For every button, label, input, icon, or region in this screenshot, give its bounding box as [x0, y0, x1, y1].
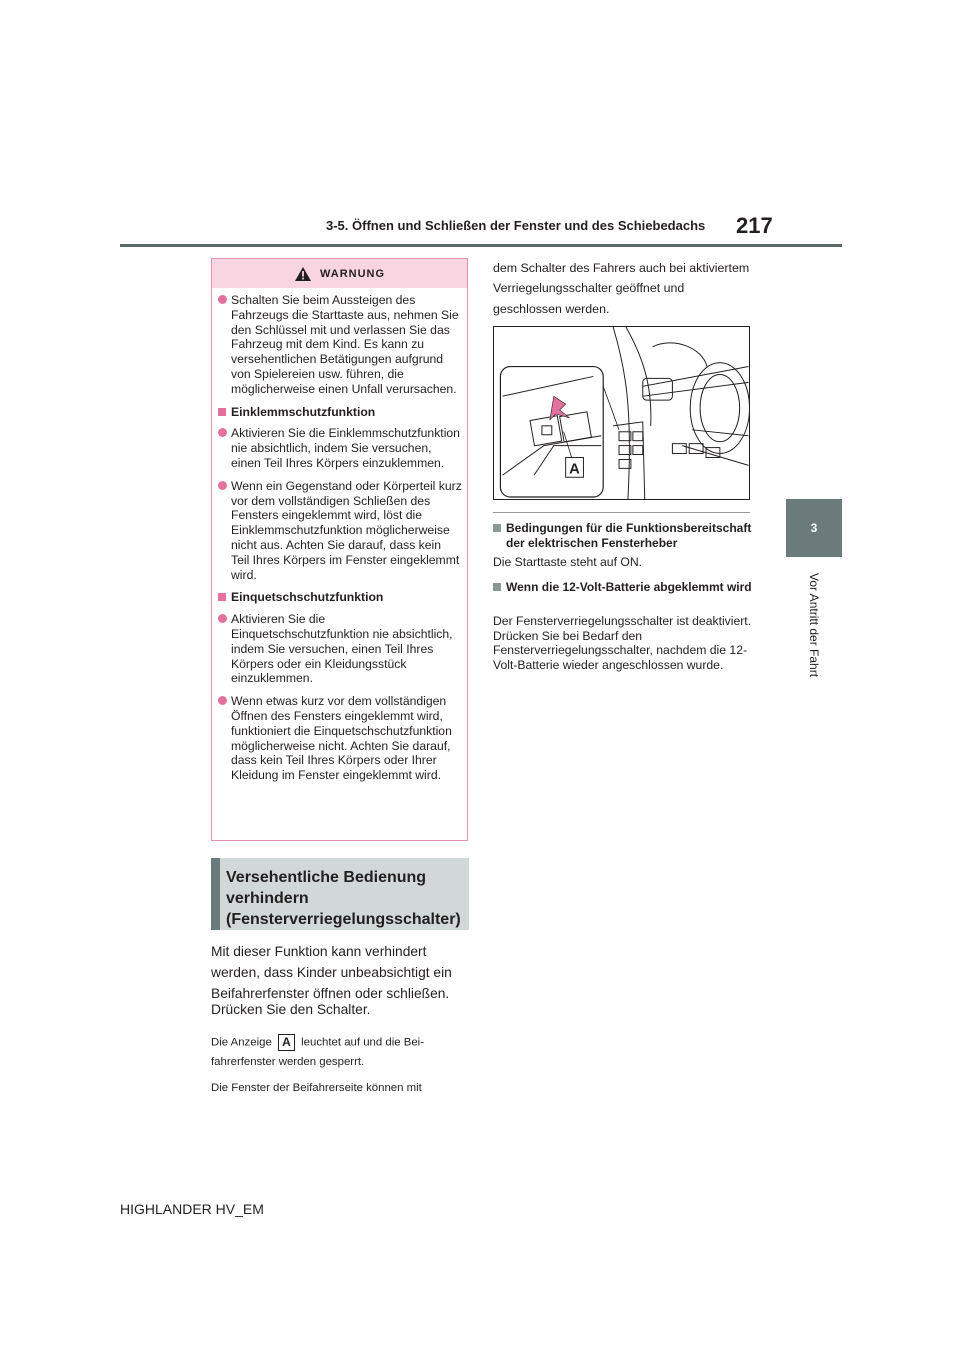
door-panel-drawing: [494, 327, 749, 499]
warning-bullet-text: Aktivieren Sie die Einklemmschutzfunktion nie absichtlich, indem Sie versuchen, einen Teil Ihres Körpers einzuklemmen.: [231, 426, 460, 470]
square-bullet-icon: [218, 593, 226, 601]
page-number: 217: [736, 213, 773, 238]
continuation-paragraph: dem Schalter des Fahrers auch bei aktiviertem Verriegelungsschalter geöffnet und geschlossen werden.: [493, 261, 750, 316]
warning-bullet: [218, 426, 462, 470]
side-label: [806, 566, 822, 706]
section-heading: Versehentliche Bedienung verhindern (Fensterverriegelungsschalter): [226, 869, 461, 928]
chapter-tab: [786, 499, 842, 557]
warning-bullet: [218, 612, 462, 686]
section-heading-box: [211, 858, 469, 930]
bullet-dot-icon: [218, 696, 227, 705]
warning-bullet-text: Aktivieren Sie die Einquetschschutzfunktion nie absichtlich, indem Sie versuchen, einen Teil Ihres Körpers oder ein Kleidungsstück einzuklemmen.: [231, 612, 453, 686]
chapter-number: 3: [810, 521, 818, 535]
warning-subhead: [218, 590, 462, 605]
bullet-dot-icon: [218, 295, 227, 304]
callout-badge-a: A: [278, 1034, 295, 1051]
square-bullet-icon: [218, 408, 226, 416]
bullet-dot-icon: [218, 481, 227, 490]
bullet-dot-icon: [218, 614, 227, 623]
section-title: 3-5. Öffnen und Schließen der Fenster und des Schiebedachs: [326, 218, 706, 233]
square-bullet-icon: [493, 583, 501, 591]
warning-content: [218, 293, 462, 791]
press-switch-text: Drücken Sie den Schalter.: [211, 1002, 371, 1017]
passenger-note: Die Fenster der Beifahrerseite können mit: [211, 1082, 422, 1094]
warning-bullet-text: Wenn ein Gegenstand oder Körperteil kurz vor dem vollständigen Schließen des Fensters eingeklemmt wird, löst die Einklemmschutzfunktion möglicherweise nicht aus. Achten Sie darauf, dass kein Teil Ihres Körpers im Fenster eingeklemmt wird.: [231, 478, 462, 582]
warning-bullet: [218, 694, 462, 783]
conditions-body: Die Starttaste steht auf ON.: [493, 555, 643, 569]
battery-subhead: [493, 580, 755, 595]
warning-bullet: [218, 479, 462, 583]
warning-subhead-text: Einquetschschutzfunktion: [231, 590, 384, 605]
warning-bullet: [218, 293, 462, 397]
battery-body: Der Fensterverriegelungsschalter ist deaktiviert. Drücken Sie bei Bedarf den Fensterverriegelungsschalter, nachdem die 12-Volt-Batterie wieder angeschlossen wurde.: [493, 614, 752, 672]
warning-header: [212, 259, 467, 288]
intro-paragraph: Mit dieser Funktion kann verhindert werden, dass Kinder unbeabsichtigt ein Beifahrerfenster öffnen oder schließen.: [211, 944, 452, 1001]
indicator-pre: Die Anzeige: [211, 1036, 272, 1049]
warning-subhead: [218, 405, 462, 420]
warning-bullet-text: Schalten Sie beim Aussteigen des Fahrzeugs die Starttaste aus, nehmen Sie den Schlüssel mit und verlassen Sie das Fahrzeug mit dem Kind. Es kann zu versehentlichen Betätigungen aufgrund von Spielereien usw. führen, die möglicherweise einen Unfall verursachen.: [231, 293, 459, 396]
window-lock-switch-illustration: [493, 326, 750, 500]
figure-divider: [493, 512, 750, 513]
indicator-note-continued: fahrerfenster werden gesperrt.: [211, 1056, 365, 1068]
warning-triangle-icon: [294, 266, 312, 282]
warning-bullet-text: Wenn etwas kurz vor dem vollständigen Öffnen des Fensters eingeklemmt wird, funktioniert die Einquetschschutzfunktion möglicherweise nicht. Achten Sie darauf, dass kein Teil Ihres Körpers oder Ihrer Kleidung im Fenster eingeklemmt wird.: [231, 694, 452, 783]
chapter-label: Vor Antritt der Fahrt: [807, 573, 821, 678]
indicator-note: [211, 1034, 473, 1051]
header-rule: [120, 244, 842, 247]
warning-box: [211, 258, 468, 841]
footer-model: HIGHLANDER HV_EM: [120, 1201, 264, 1217]
conditions-subhead-text: Bedingungen für die Funktionsbereitschaft der elektrischen Fensterheber: [506, 521, 752, 550]
warning-subhead-text: Einklemmschutzfunktion: [231, 404, 376, 419]
square-bullet-icon: [493, 524, 501, 532]
battery-subhead-text: Wenn die 12-Volt-Batterie abgeklemmt wird: [506, 580, 752, 594]
indicator-post: leuchtet auf und die Bei-: [301, 1036, 424, 1049]
conditions-subhead: [493, 521, 755, 550]
figure-callout-a: A: [569, 461, 580, 478]
warning-title: WARNUNG: [319, 267, 386, 280]
bullet-dot-icon: [218, 428, 227, 437]
